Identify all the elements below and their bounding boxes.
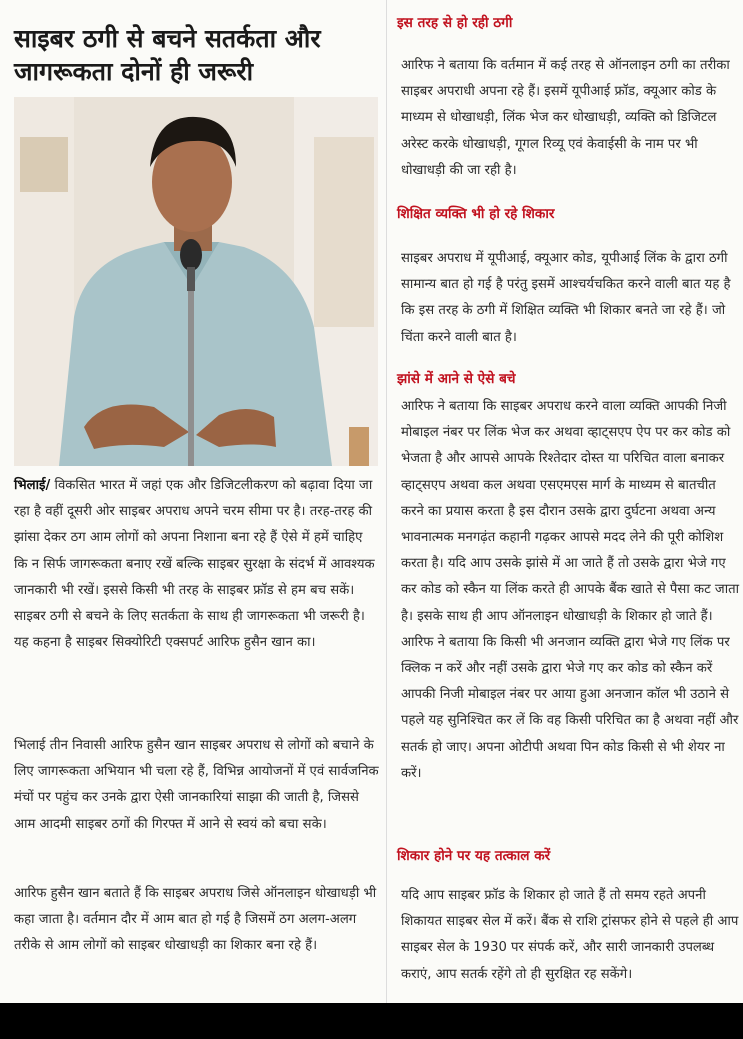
- fraud-methods-paragraph: आरिफ ने बताया कि वर्तमान में कई तरह से ऑनलाइन ठगी का तरीका साइबर अपराधी अपना रहे हैं। इसमें यूपीआई फ्रॉड, क्यूआर कोड के माध्यम से धोखाधड़ी, लिंक भेज कर धोखाधड़ी, व्यक्ति को डिजिटल अरेस्ट करके धोखाधड़ी, गूगल रिव्यू एवं केवाईसी के नाम पर भी धोखाधड़ी की जा रही है।: [401, 58, 730, 178]
- intro-text: विकसित भारत में जहां एक और डिजिटलीकरण को बढ़ावा दिया जा रहा है वहीं दूसरी ओर साइबर अपराध अपने चरम सीमा पर है। तरह-तरह की झांसा देकर ठग आम लोगों को अपना निशाना बना रहे हैं ऐसे में हमें चाहिए कि न सिर्फ जागरूकता बनाए रखें बल्कि साइबर सुरक्षा के संदर्भ में आवश्यक जानकारी भी रखें। इससे किसी भी तरह के साइबर फ्रॉड से हम बच सकें। साइबर ठगी से बचने के लिए सतर्कता के साथ ही जागरूकता भी जरूरी है। यह कहना है साइबर सिक्योरिटी एक्सपर्ट आरिफ हुसैन खान का।: [14, 478, 375, 651]
- person-speaking-at-microphone-icon: [14, 97, 378, 466]
- right-column: [386, 0, 743, 1003]
- subhead-avoid-traps: झांसे में आने से ऐसे बचे: [397, 371, 516, 387]
- avoid-traps-paragraph: आरिफ ने बताया कि साइबर अपराध करने वाला व्यक्ति आपकी निजी मोबाइल नंबर पर लिंक भेज कर अथवा व्हाट्सएप ऐप पर कर कोड को भेजता है और आपसे आपके रिश्तेदार दोस्त या परिचित वाला बनाकर व्हाट्सएप अथवा कल अथवा एसएमएस मार्ग के माध्यम से बातचीत करने का प्रयास करता है इस दौरान उसके द्वारा दुर्घटना अथवा अन्य भावनात्मक मनगढ़ंत कहानी गढ़कर आपसे मदद लेने की पूरी कोशिश करता है। यदि आप उसके झांसे में आ जाते हैं तो उसके द्वारा भेजे गए कर कोड को स्कैन या लिंक करते ही आपके बैंक खाते से पैसा कट जाता है। इसके साथ ही आप ऑनलाइन धोखाधड़ी के शिकार हो जाते हैं। आरिफ ने बताया कि किसी भी अनजान व्यक्ति द्वारा भेजे गए लिंक पर क्लिक न करें और नहीं उसके द्वारा भेजे गए कर कोड को स्कैन करें आपकी निजी मोबाइल नंबर पर आया हुआ अनजान कॉल भी उठाने से पहले यह सुनिश्चित कर लें कि वह किसी परिचित का है अथवा नहीं और सतर्क हो जाए। अपना ओटीपी अथवा पिन कोड किसी से भी शेयर ना करें।: [401, 399, 740, 781]
- speaker-photo: [14, 97, 378, 466]
- immediate-action-paragraph: यदि आप साइबर फ्रॉड के शिकार हो जाते हैं तो समय रहते अपनी शिकायत साइबर सेल में करें। बैंक से राशि ट्रांसफर होने से पहले ही आप साइबर सेल के 1930 पर संपर्क करें, और सारी जानकारी उपलब्ध कराएं, आप सतर्क रहेंगे तो ही सुरक्षित रह सकेंगे।: [401, 888, 739, 982]
- educated-victims-paragraph: साइबर अपराध में यूपीआई, क्यूआर कोड, यूपीआई लिंक के द्वारा ठगी सामान्य बात हो गई है परंतु इसमें आश्चर्यचकित करने वाली बात यह है कि इस तरह के ठगी में शिक्षित व्यक्ति भी शिकार बनते जा रहे हैं। जो चिंता करने वाली बात है।: [401, 251, 731, 345]
- subhead-fraud-methods: इस तरह से हो रही ठगी: [397, 15, 513, 31]
- headline: साइबर ठगी से बचने सतर्कता और जागरूकता दोनों ही जरूरी: [14, 24, 321, 86]
- subhead-educated-victims: शिक्षित व्यक्ति भी हो रहे शिकार: [397, 206, 555, 222]
- bottom-black-bar: [0, 1003, 743, 1039]
- dateline: भिलाई/: [14, 478, 51, 493]
- body-paragraph-3: आरिफ हुसैन खान बताते हैं कि साइबर अपराध जिसे ऑनलाइन धोखाधड़ी भी कहा जाता है। वर्तमान दौर में आम बात हो गई है जिसमें ठग अलग-अलग तरीके से आम लोगों को साइबर धोखाधड़ी का शिकार बना रहे हैं।: [14, 886, 377, 954]
- subhead-immediate-action: शिकार होने पर यह तत्काल करें: [397, 848, 551, 864]
- intro-paragraph: [14, 473, 380, 656]
- body-paragraph-2: भिलाई तीन निवासी आरिफ हुसैन खान साइबर अपराध से लोगों को बचाने के लिए जागरूकता अभियान भी चला रहे हैं, विभिन्न आयोजनों में एवं सार्वजनिक मंचों पर पहुंच कर उनके द्वारा ऐसी जानकारियां साझा की जाती है, जिससे आम आदमी साइबर ठगों की गिरफ्त में आने से स्वयं को बचा सके।: [14, 738, 379, 832]
